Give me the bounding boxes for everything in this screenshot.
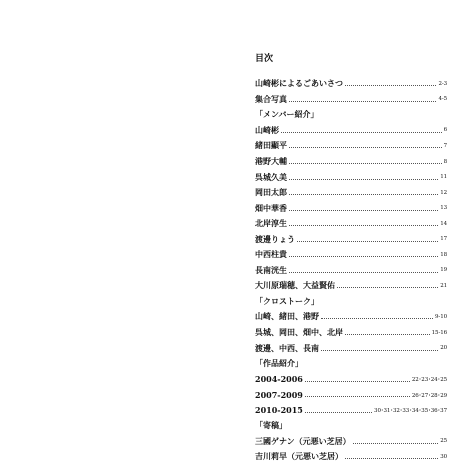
toc-leader-dots — [289, 101, 436, 102]
toc-entry — [255, 76, 447, 92]
toc-entry — [255, 263, 447, 279]
toc-leader-dots — [289, 272, 438, 273]
toc-entry-label: 畑中華香 — [255, 202, 287, 213]
toc-leader-dots — [297, 241, 438, 242]
toc-leader-dots — [289, 225, 438, 226]
toc-leader-dots — [353, 443, 439, 444]
toc-entry-label: 集合写真 — [255, 93, 287, 104]
toc-page-number: 2-3 — [438, 80, 447, 87]
toc-entry-label: 吉川莉早（元悪い芝居） — [255, 451, 343, 462]
toc-page-number: 12 — [440, 189, 447, 196]
toc-section-heading — [255, 356, 447, 372]
toc-entry-label: 中西柱貴 — [255, 249, 287, 260]
toc-leader-dots — [345, 334, 430, 335]
toc-entry-label: 岡田太郎 — [255, 187, 287, 198]
toc-entry-label: 港野大輔 — [255, 156, 287, 166]
toc-leader-dots — [337, 287, 438, 288]
toc-entry-label: 「寄稿」 — [255, 420, 287, 431]
toc-leader-dots — [289, 194, 438, 195]
toc-entry-label: 山崎彬によるごあいさつ — [255, 78, 343, 89]
toc-entry — [255, 449, 447, 465]
toc-page-number: 7 — [443, 142, 447, 149]
toc-entry-label: 「クロストーク」 — [255, 295, 319, 306]
toc-page-number: 11 — [440, 174, 447, 181]
toc-entry — [255, 325, 447, 341]
toc-entry-label: 緒田顯平 — [255, 140, 287, 151]
toc-entry-label: 大川原瑞穂、大益賢佑 — [255, 280, 335, 291]
toc-page-number: 22･23･24･25 — [411, 377, 447, 384]
toc-entry-label: 呉城、岡田、畑中、北岸 — [255, 327, 343, 338]
toc-entry — [255, 123, 447, 139]
toc-entry-label: 渡邊、中西、長南 — [255, 342, 319, 353]
toc-leader-dots — [321, 318, 433, 319]
toc-entry-label: 呉城久美 — [255, 171, 287, 182]
toc-leader-dots — [305, 381, 410, 382]
toc-page-number: 17 — [440, 236, 447, 243]
toc-page-number: 14 — [440, 220, 447, 227]
toc-entry — [255, 216, 447, 232]
toc-entry-label: 2010-2015 — [255, 405, 303, 416]
toc-entry-label: 「メンバー紹介」 — [255, 109, 319, 120]
toc-entry — [255, 138, 447, 154]
toc-entry — [255, 371, 447, 387]
toc-entry — [255, 200, 447, 216]
toc-leader-dots — [345, 458, 438, 459]
toc-entry-label: 三國ゲナン（元悪い芝居） — [255, 435, 351, 446]
toc-entry — [255, 340, 447, 356]
toc-leader-dots — [289, 163, 442, 164]
toc-entry — [255, 278, 447, 294]
toc-entry-label: 北岸淳生 — [255, 218, 287, 229]
toc-section-heading — [255, 418, 447, 434]
toc-page-number: 25 — [440, 438, 447, 445]
toc-entry — [255, 92, 447, 108]
toc-entry — [255, 402, 447, 418]
toc-leader-dots — [289, 210, 438, 211]
toc-page-number: 4-5 — [438, 96, 447, 103]
toc-entry — [255, 387, 447, 403]
toc-page-number: 9-10 — [435, 313, 447, 320]
toc-leader-dots — [289, 147, 442, 148]
toc-entry — [255, 247, 447, 263]
toc-leader-dots — [281, 132, 442, 133]
toc-page-number: 6 — [443, 127, 447, 134]
toc-section-heading — [255, 294, 447, 310]
table-of-contents — [255, 52, 447, 465]
toc-entry-label: 渡邊りょう — [255, 233, 295, 244]
toc-leader-dots — [321, 350, 438, 351]
toc-entry — [255, 309, 447, 325]
toc-section-heading — [255, 107, 447, 123]
toc-entry-label: 2007-2009 — [255, 389, 303, 400]
toc-page-number: 15-16 — [431, 329, 447, 336]
toc-entry — [255, 154, 447, 170]
toc-leader-dots — [305, 396, 410, 397]
toc-entry — [255, 169, 447, 185]
toc-page-number: 8 — [443, 158, 447, 165]
toc-leader-dots — [305, 412, 372, 413]
toc-entry-label: 「作品紹介」 — [255, 358, 303, 369]
toc-entry-label: 山崎彬 — [255, 124, 279, 135]
toc-list — [255, 76, 447, 465]
toc-leader-dots — [289, 179, 438, 180]
toc-page-number: 20 — [440, 345, 447, 352]
toc-entry — [255, 185, 447, 201]
toc-title: 目次 — [255, 54, 274, 64]
toc-entry-label: 長南洸生 — [255, 264, 287, 275]
toc-entry-label: 山崎、緒田、港野 — [255, 311, 319, 322]
toc-page-number: 19 — [440, 267, 447, 274]
toc-leader-dots — [345, 85, 436, 86]
toc-page-number: 30･31･32･33･34･35･36･37 — [374, 408, 447, 415]
toc-page-number: 18 — [440, 251, 447, 258]
toc-entry-label: 2004-2006 — [255, 374, 303, 385]
toc-page-number: 30 — [440, 453, 447, 460]
toc-entry — [255, 434, 447, 450]
toc-page-number: 13 — [440, 205, 447, 212]
toc-page-number: 26･27･28･29 — [411, 392, 447, 399]
toc-page-number: 21 — [440, 282, 447, 289]
toc-leader-dots — [289, 256, 438, 257]
toc-entry — [255, 231, 447, 247]
